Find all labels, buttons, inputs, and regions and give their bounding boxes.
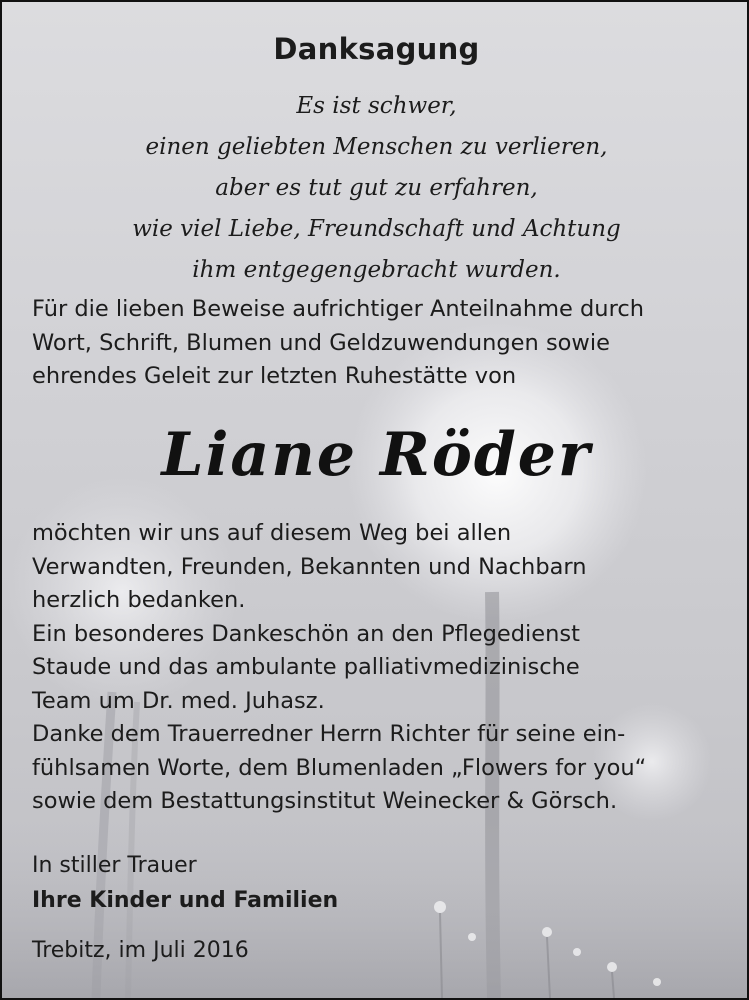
- intro-line: Wort, Schrift, Blumen und Geldzuwendungen sowie: [32, 329, 610, 356]
- thanks-line: Verwandten, Freunden, Bekannten und Nachbarn: [32, 553, 587, 580]
- deceased-name: Liane Röder: [161, 420, 592, 490]
- heading: Danksagung: [273, 32, 480, 66]
- intro-line: Für die lieben Beweise aufrichtiger Anteilnahme durch: [32, 296, 644, 322]
- thanks-line: Team um Dr. med. Juhasz.: [32, 687, 325, 714]
- thanks-line: fühlsamen Worte, dem Blumenladen „Flowers for you“: [32, 754, 647, 781]
- thanks-line: Ein besonderes Dankeschön an den Pflegedienst: [32, 620, 580, 647]
- motto-line: aber es tut gut zu erfahren,: [215, 175, 538, 201]
- signature-line: In stiller Trauer: [32, 853, 197, 878]
- intro-line: ehrendes Geleit zur letzten Ruhestätte von: [32, 363, 517, 389]
- signature-family: Ihre Kinder und Familien: [32, 888, 339, 913]
- signature: [32, 848, 338, 918]
- thanks-line: herzlich bedanken.: [32, 587, 246, 613]
- motto-line: wie viel Liebe, Freundschaft und Achtung: [132, 216, 621, 242]
- thanks-line: möchten wir uns auf diesem Weg bei allen: [32, 520, 512, 546]
- motto-line: ihm entgegengebracht wurden.: [192, 257, 561, 283]
- motto-line: einen geliebten Menschen zu verlieren,: [145, 134, 608, 160]
- motto-line: Es ist schwer,: [296, 93, 457, 119]
- thanks-line: Staude und das ambulante palliativmedizinische: [32, 654, 580, 680]
- thanks-line: sowie dem Bestattungsinstitut Weinecker & Görsch.: [32, 788, 618, 814]
- thanks-paragraph: [32, 517, 732, 819]
- intro-paragraph: [32, 293, 732, 394]
- thanks-line: Danke dem Trauerredner Herrn Richter für seine ein-: [32, 721, 626, 747]
- place-date: Trebitz, im Juli 2016: [32, 938, 249, 963]
- motto-verse: [2, 86, 749, 291]
